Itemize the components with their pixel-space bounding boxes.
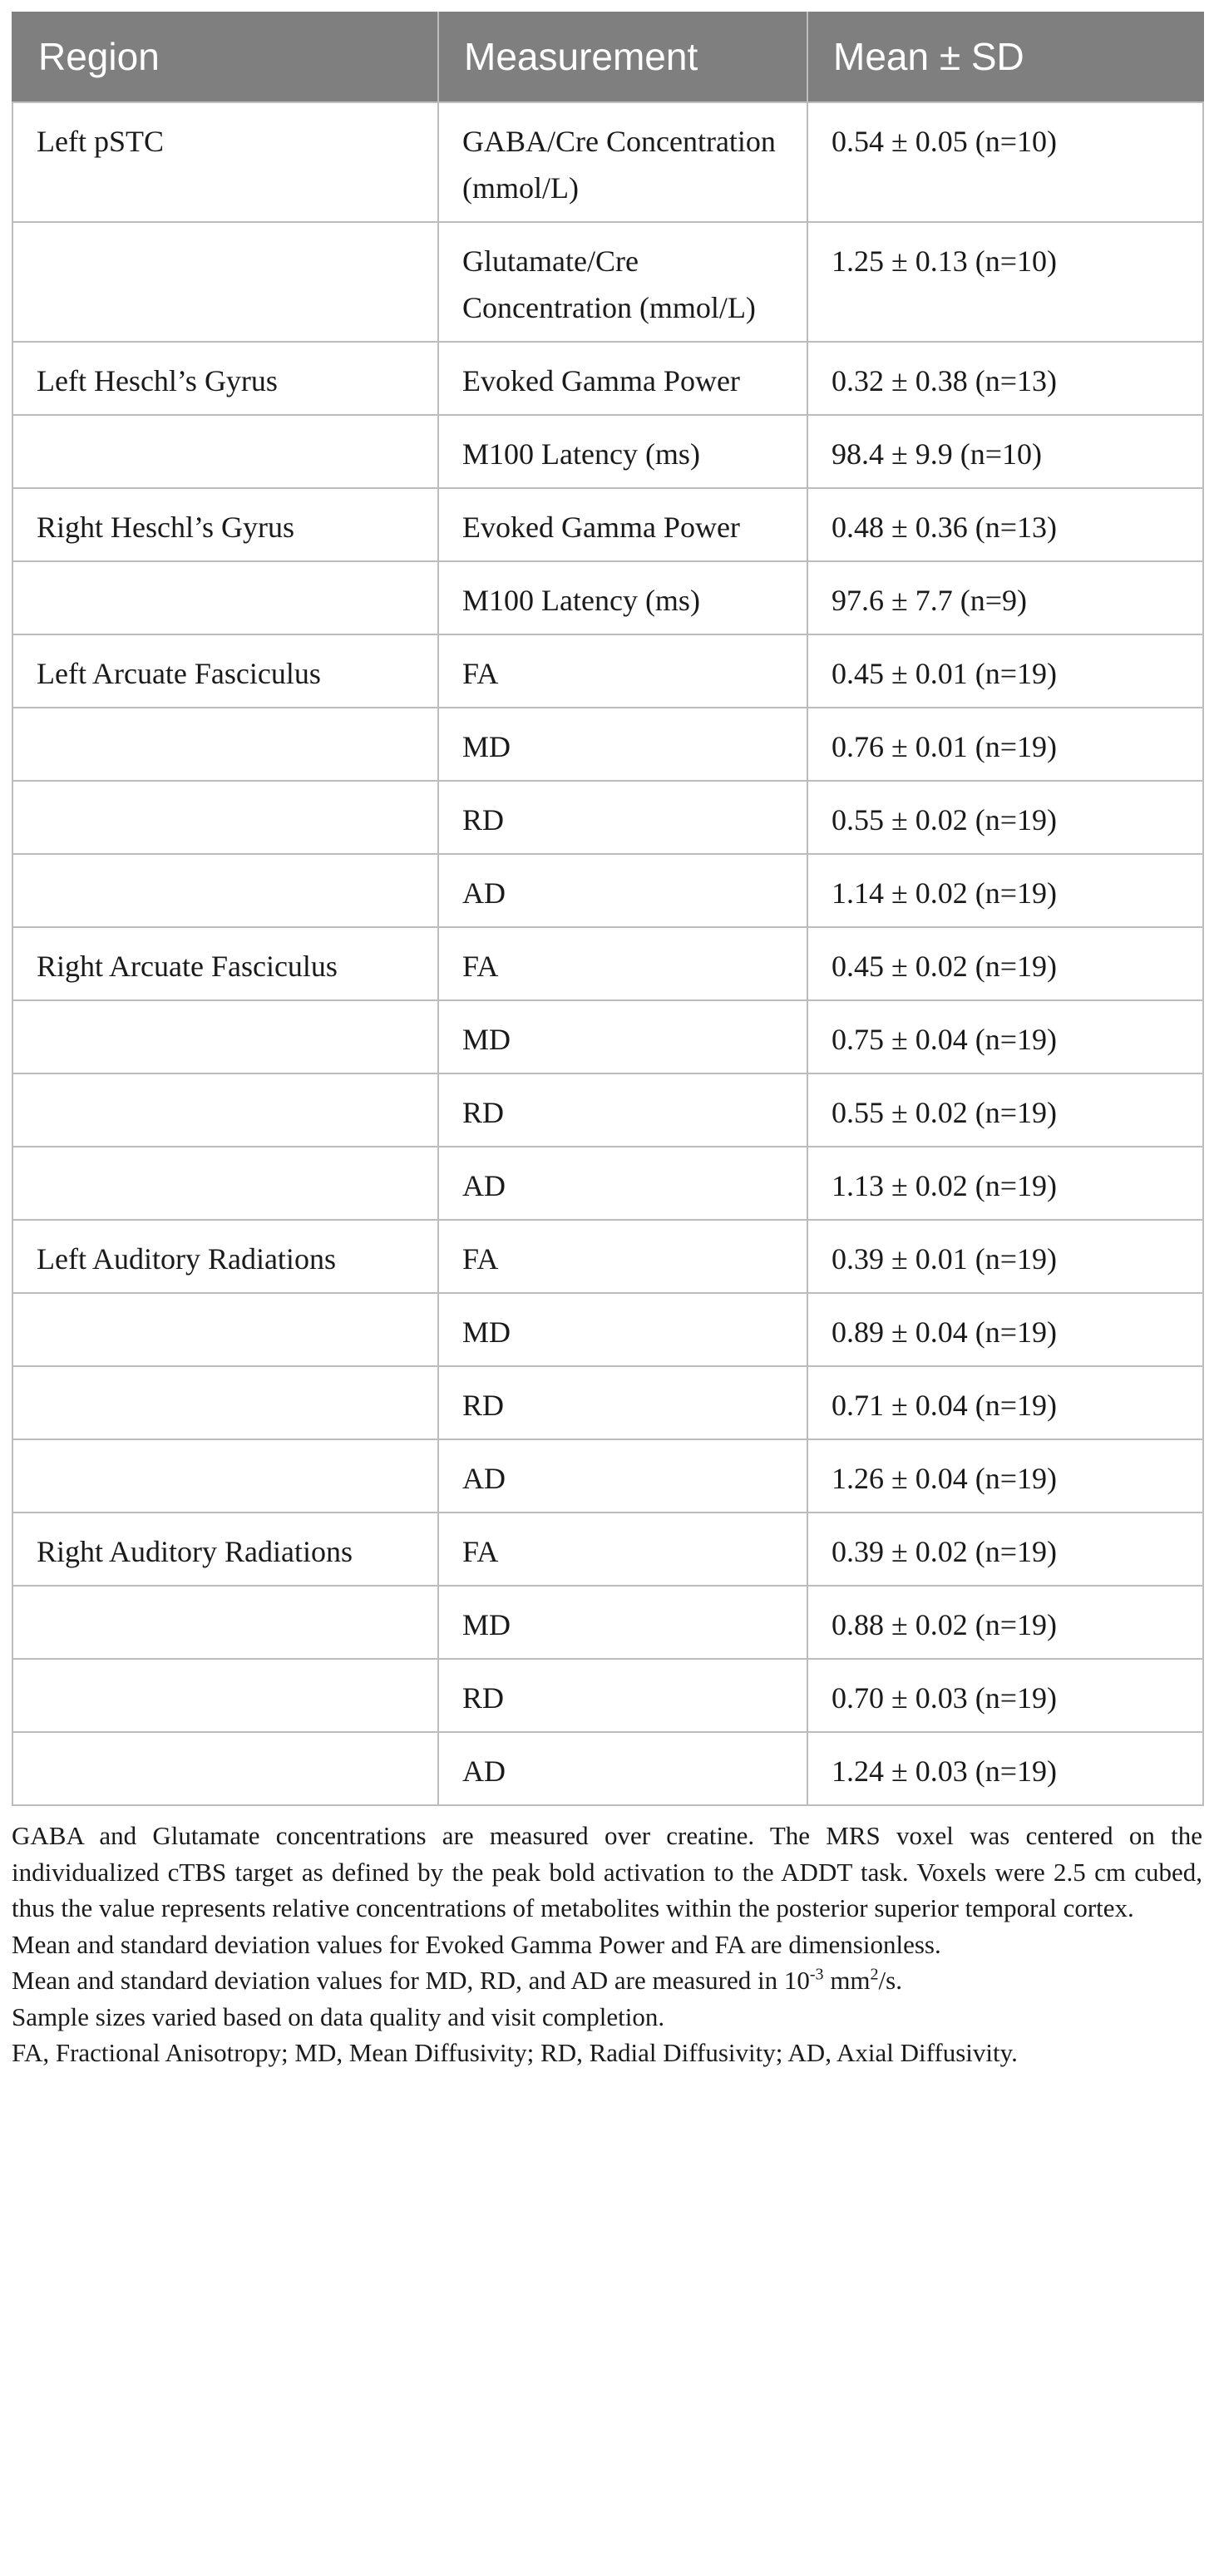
cell-region bbox=[12, 708, 438, 781]
cell-measurement: AD bbox=[438, 1439, 807, 1513]
cell-region bbox=[12, 222, 438, 342]
table-row bbox=[12, 561, 1203, 634]
results-table bbox=[12, 12, 1204, 1806]
cell-region bbox=[12, 1147, 438, 1220]
cell-mean-sd: 0.32 ± 0.38 (n=13) bbox=[807, 342, 1203, 415]
cell-measurement: MD bbox=[438, 708, 807, 781]
table-row bbox=[12, 1586, 1203, 1659]
cell-region bbox=[12, 1439, 438, 1513]
cell-region: Left Auditory Radiations bbox=[12, 1220, 438, 1293]
table-row bbox=[12, 1659, 1203, 1732]
cell-region bbox=[12, 1000, 438, 1073]
cell-measurement: Evoked Gamma Power bbox=[438, 488, 807, 561]
table-row bbox=[12, 1293, 1203, 1366]
table-row bbox=[12, 488, 1203, 561]
table-row bbox=[12, 708, 1203, 781]
footnote-units-exponent-2: 2 bbox=[870, 1965, 879, 1984]
cell-mean-sd: 1.26 ± 0.04 (n=19) bbox=[807, 1439, 1203, 1513]
table-row bbox=[12, 1732, 1203, 1805]
cell-measurement: M100 Latency (ms) bbox=[438, 415, 807, 488]
footnote-sample-size: Sample sizes varied based on data quality and visit completion. bbox=[12, 2001, 665, 2031]
table-header bbox=[12, 12, 1203, 102]
cell-region: Right Arcuate Fasciculus bbox=[12, 927, 438, 1000]
cell-measurement: Evoked Gamma Power bbox=[438, 342, 807, 415]
cell-mean-sd: 98.4 ± 9.9 (n=10) bbox=[807, 415, 1203, 488]
table-row bbox=[12, 1366, 1203, 1439]
cell-measurement: FA bbox=[438, 634, 807, 708]
cell-measurement: MD bbox=[438, 1293, 807, 1366]
cell-measurement: GABA/Cre Concentration (mmol/L) bbox=[438, 102, 807, 222]
cell-region bbox=[12, 1293, 438, 1366]
cell-mean-sd: 0.54 ± 0.05 (n=10) bbox=[807, 102, 1203, 222]
cell-measurement: AD bbox=[438, 1732, 807, 1805]
cell-measurement: RD bbox=[438, 1073, 807, 1147]
cell-region bbox=[12, 561, 438, 634]
cell-measurement: Glutamate/Cre Concentration (mmol/L) bbox=[438, 222, 807, 342]
cell-region: Left Heschl’s Gyrus bbox=[12, 342, 438, 415]
footnote-abbreviations: FA, Fractional Anisotropy; MD, Mean Diffusivity; RD, Radial Diffusivity; AD, Axial Diffusivity. bbox=[12, 2038, 1018, 2067]
cell-measurement: MD bbox=[438, 1000, 807, 1073]
cell-mean-sd: 0.88 ± 0.02 (n=19) bbox=[807, 1586, 1203, 1659]
cell-region bbox=[12, 1732, 438, 1805]
footnote-units-mid: mm bbox=[823, 1966, 871, 1995]
cell-mean-sd: 1.25 ± 0.13 (n=10) bbox=[807, 222, 1203, 342]
footnote-units-exponent: -3 bbox=[809, 1965, 824, 1984]
footnote-mrs: GABA and Glutamate concentrations are measured over creatine. The MRS voxel was centered on the individualized cTBS target as defined by the peak bold activation to the ADDT task. Voxels were 2.5 cm cubed, thus the value represents relative concentrations of metabolites within the posterior superior temporal cortex. bbox=[12, 1821, 1202, 1922]
table-row bbox=[12, 1220, 1203, 1293]
table-row bbox=[12, 781, 1203, 854]
footnote-dimensionless: Mean and standard deviation values for Evoked Gamma Power and FA are dimensionless. bbox=[12, 1929, 941, 1959]
cell-mean-sd: 0.75 ± 0.04 (n=19) bbox=[807, 1000, 1203, 1073]
cell-region: Left pSTC bbox=[12, 102, 438, 222]
cell-mean-sd: 0.48 ± 0.36 (n=13) bbox=[807, 488, 1203, 561]
cell-mean-sd: 0.45 ± 0.02 (n=19) bbox=[807, 927, 1203, 1000]
table-row bbox=[12, 1513, 1203, 1586]
cell-measurement: RD bbox=[438, 1659, 807, 1732]
cell-mean-sd: 1.13 ± 0.02 (n=19) bbox=[807, 1147, 1203, 1220]
cell-mean-sd: 0.89 ± 0.04 (n=19) bbox=[807, 1293, 1203, 1366]
table-row bbox=[12, 927, 1203, 1000]
table-row bbox=[12, 342, 1203, 415]
cell-mean-sd: 1.24 ± 0.03 (n=19) bbox=[807, 1732, 1203, 1805]
cell-measurement: FA bbox=[438, 927, 807, 1000]
footnote-units bbox=[12, 1962, 1202, 1999]
cell-mean-sd: 1.14 ± 0.02 (n=19) bbox=[807, 854, 1203, 927]
cell-measurement: FA bbox=[438, 1513, 807, 1586]
table-row bbox=[12, 634, 1203, 708]
footnote-units-suffix: /s. bbox=[878, 1966, 902, 1995]
cell-measurement: RD bbox=[438, 1366, 807, 1439]
cell-mean-sd: 0.76 ± 0.01 (n=19) bbox=[807, 708, 1203, 781]
header-measurement: Measurement bbox=[438, 12, 807, 102]
table-row bbox=[12, 1000, 1203, 1073]
cell-region bbox=[12, 1586, 438, 1659]
cell-region bbox=[12, 854, 438, 927]
cell-region: Left Arcuate Fasciculus bbox=[12, 634, 438, 708]
cell-mean-sd: 0.55 ± 0.02 (n=19) bbox=[807, 1073, 1203, 1147]
cell-mean-sd: 0.39 ± 0.02 (n=19) bbox=[807, 1513, 1203, 1586]
cell-measurement: MD bbox=[438, 1586, 807, 1659]
table-row bbox=[12, 854, 1203, 927]
table-row bbox=[12, 1439, 1203, 1513]
cell-region bbox=[12, 1073, 438, 1147]
cell-measurement: AD bbox=[438, 1147, 807, 1220]
header-row bbox=[12, 12, 1203, 102]
cell-mean-sd: 0.55 ± 0.02 (n=19) bbox=[807, 781, 1203, 854]
cell-region bbox=[12, 415, 438, 488]
cell-mean-sd: 0.71 ± 0.04 (n=19) bbox=[807, 1366, 1203, 1439]
cell-mean-sd: 0.70 ± 0.03 (n=19) bbox=[807, 1659, 1203, 1732]
cell-region: Right Auditory Radiations bbox=[12, 1513, 438, 1586]
table-row bbox=[12, 222, 1203, 342]
cell-region bbox=[12, 1366, 438, 1439]
cell-measurement: M100 Latency (ms) bbox=[438, 561, 807, 634]
cell-mean-sd: 97.6 ± 7.7 (n=9) bbox=[807, 561, 1203, 634]
table-footnotes bbox=[12, 1818, 1202, 2071]
table-row bbox=[12, 1073, 1203, 1147]
table-row bbox=[12, 1147, 1203, 1220]
header-region: Region bbox=[12, 12, 438, 102]
cell-measurement: AD bbox=[438, 854, 807, 927]
cell-mean-sd: 0.45 ± 0.01 (n=19) bbox=[807, 634, 1203, 708]
table-row bbox=[12, 415, 1203, 488]
cell-measurement: FA bbox=[438, 1220, 807, 1293]
cell-region: Right Heschl’s Gyrus bbox=[12, 488, 438, 561]
cell-measurement: RD bbox=[438, 781, 807, 854]
table-row bbox=[12, 102, 1203, 222]
footnote-units-prefix: Mean and standard deviation values for MD, RD, and AD are measured in 10 bbox=[12, 1966, 810, 1995]
cell-region bbox=[12, 781, 438, 854]
table-body bbox=[12, 102, 1203, 1805]
cell-region bbox=[12, 1659, 438, 1732]
header-mean-sd: Mean ± SD bbox=[807, 12, 1203, 102]
cell-mean-sd: 0.39 ± 0.01 (n=19) bbox=[807, 1220, 1203, 1293]
